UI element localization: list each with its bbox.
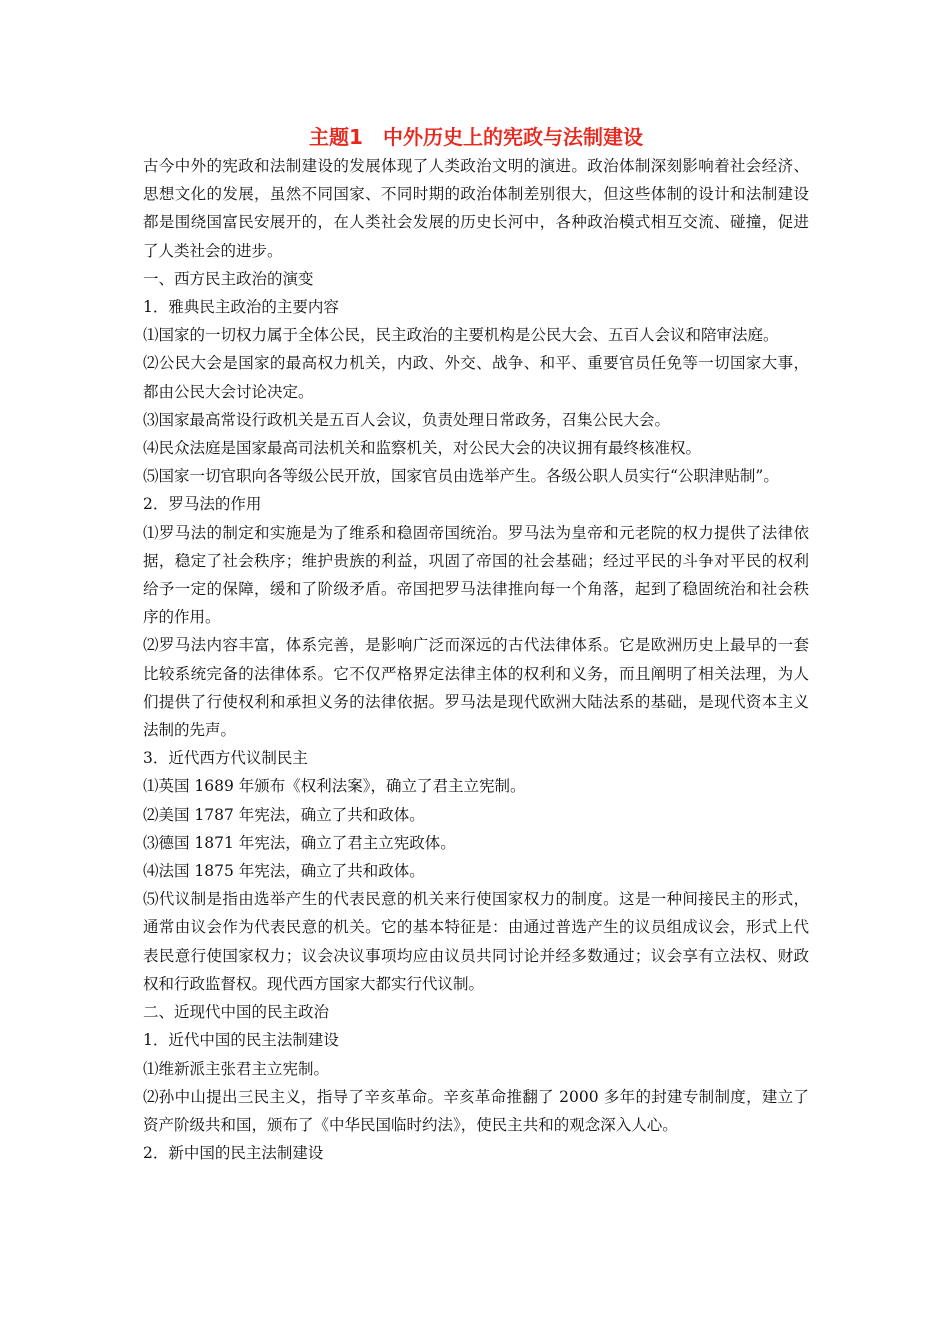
list-item-roman-law-2: ⑵罗马法内容丰富，体系完善，是影响广泛而深远的古代法律体系。它是欧洲历史上最早的一套比较系统完备的法律体系。它不仅严格界定法律主体的权利和义务，而且阐明了相关法理，为人们提供了行使权利和承担义务的法律依据。罗马法是现代欧洲大陆法系的基础，是现代资本主义法制的先声。	[143, 636, 809, 740]
list-item-representative-4: ⑷法国 1875 年宪法，确立了共和政体。	[143, 862, 425, 881]
list-item-representative-5: ⑸代议制是指由选举产生的代表民意的机关来行使国家权力的制度。这是一种间接民主的形式，通常由议会作为代表民意的机关。它的基本特征是：由通过普选产生的议员组成议会，形式上代表民意行使国家权力；议会决议事项均应由议员共同讨论并经多数通过；议会享有立法权、财政权和行政监督权。现代西方国家大都实行代议制。	[143, 890, 809, 993]
intro-paragraph: 古今中外的宪政和法制建设的发展体现了人类政治文明的演进。政治体制深刻影响着社会经济、思想文化的发展，虽然不同国家、不同时期的政治体制差别很大，但这些体制的设计和法制建设都是围绕国富民安展开的，在人类社会发展的历史长河中，各种政治模式相互交流、碰撞，促进了人类社会的进步。	[143, 157, 809, 260]
list-item-representative-2: ⑵美国 1787 年宪法，确立了共和政体。	[143, 805, 425, 824]
list-item-athens-2: ⑵公民大会是国家的最高权力机关，内政、外交、战争、和平、重要官员任免等一切国家大事，都由公民大会讨论决定。	[143, 354, 809, 401]
list-item-modern-china-2: ⑵孙中山提出三民主义，指导了辛亥革命。辛亥革命推翻了 2000 多年的封建专制制度，建立了资产阶级共和国，颁布了《中华民国临时约法》，使民主共和的观念深入人心。	[143, 1087, 809, 1134]
subsection-heading-roman-law: 2．罗马法的作用	[143, 495, 262, 514]
subsection-heading-new-china: 2．新中国的民主法制建设	[143, 1144, 324, 1163]
list-item-representative-3: ⑶德国 1871 年宪法，确立了君主立宪政体。	[143, 833, 456, 852]
list-item-representative-1: ⑴英国 1689 年颁布《权利法案》，确立了君主立宪制。	[143, 777, 526, 796]
subsection-heading-modern-china: 1．近代中国的民主法制建设	[143, 1031, 339, 1050]
document-body	[143, 152, 809, 1167]
section-heading-chinese-democracy: 二、近现代中国的民主政治	[143, 1003, 330, 1022]
list-item-athens-4: ⑷民众法庭是国家最高司法机关和监察机关，对公民大会的决议拥有最终核准权。	[143, 439, 702, 458]
list-item-athens-1: ⑴国家的一切权力属于全体公民，民主政治的主要机构是公民大会、五百人会议和陪审法庭。	[143, 326, 779, 345]
list-item-athens-3: ⑶国家最高常设行政机关是五百人会议，负责处理日常政务，召集公民大会。	[143, 410, 671, 429]
section-heading-western-democracy: 一、西方民主政治的演变	[143, 269, 314, 288]
list-item-roman-law-1: ⑴罗马法的制定和实施是为了维系和稳固帝国统治。罗马法为皇帝和元老院的权力提供了法律依据，稳定了社会秩序；维护贵族的利益，巩固了帝国的社会基础；经过平民的斗争对平民的权利给予一定的保障，缓和了阶级矛盾。帝国把罗马法律推向每一个角落，起到了稳固统治和社会秩序的作用。	[143, 523, 809, 627]
list-item-modern-china-1: ⑴维新派主张君主立宪制。	[143, 1059, 330, 1078]
subsection-heading-representative-democracy: 3．近代西方代议制民主	[143, 749, 308, 768]
list-item-athens-5: ⑸国家一切官职向各等级公民开放，国家官员由选举产生。各级公职人员实行“公职津贴制”。	[143, 467, 779, 486]
document-title: 主题1 中外历史上的宪政与法制建设	[309, 125, 643, 149]
document-page	[143, 122, 809, 1167]
subsection-heading-athenian-democracy: 1．雅典民主政治的主要内容	[143, 298, 339, 317]
